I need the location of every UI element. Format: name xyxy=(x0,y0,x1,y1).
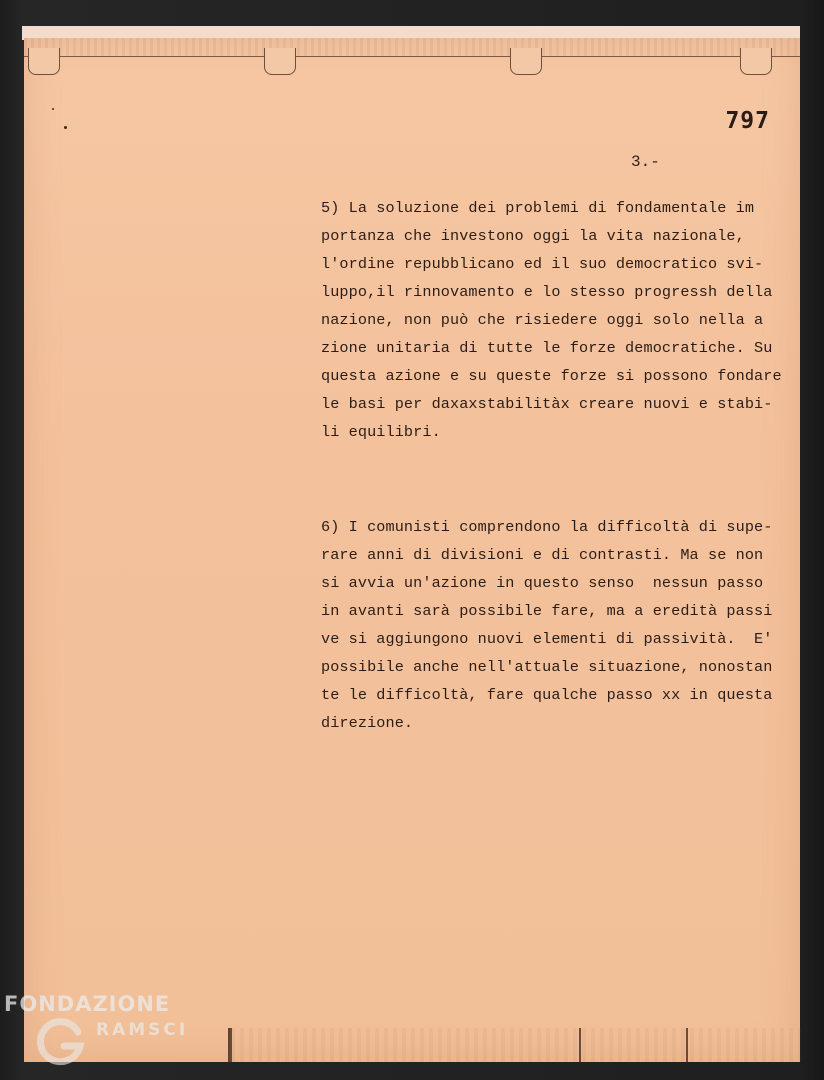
text-line: nazione, non può che risiedere oggi solo nella a xyxy=(321,311,764,329)
paragraph-6 xyxy=(321,513,771,737)
binding-mark xyxy=(686,1028,688,1062)
text-line: zione unitaria di tutte le forze democratiche. Su xyxy=(321,339,773,357)
text-line: portanza che investono oggi la vita nazionale, xyxy=(321,227,745,245)
text-line: direzione. xyxy=(321,714,414,732)
paper-speck xyxy=(64,126,67,129)
typewritten-page xyxy=(24,38,800,1062)
text-line: questa azione e su queste forze si possono fondare xyxy=(321,367,782,385)
gramsci-g-logo-icon xyxy=(34,1016,86,1068)
section-marker: 3.- xyxy=(631,153,660,171)
paragraph-5 xyxy=(321,194,782,446)
binding-mark xyxy=(579,1028,581,1062)
text-line: 5) La soluzione dei problemi di fondamentale im xyxy=(321,199,755,217)
binding-clip xyxy=(28,48,60,75)
fondazione-gramsci-watermark xyxy=(4,990,214,1070)
watermark-line-2: RAMSCI xyxy=(96,1020,189,1040)
bottom-binding-strip xyxy=(228,1028,803,1062)
text-line: possibile anche nell'attuale situazione, nonostan xyxy=(321,658,773,676)
binding-clip xyxy=(264,48,296,75)
text-line: le basi per daxaxstabilitàx creare nuovi e stabi- xyxy=(321,395,773,413)
watermark-line-1: FONDAZIONE xyxy=(4,992,171,1016)
binding-clip xyxy=(510,48,542,75)
text-line: luppo,il rinnovamento e lo stesso progressh della xyxy=(321,283,773,301)
text-line: l'ordine repubblicano ed il suo democratico svi- xyxy=(321,255,764,273)
text-line: si avvia un'azione in questo senso nessun passo xyxy=(321,574,764,592)
text-line: te le difficoltà, fare qualche passo xx in questa xyxy=(321,686,773,704)
binding-mark xyxy=(230,1028,232,1062)
text-line: li equilibri. xyxy=(321,423,441,441)
binding-clip xyxy=(740,48,772,75)
text-line: ve si aggiungono nuovi elementi di passività. E' xyxy=(321,630,773,648)
text-line: rare anni di divisioni e di contrasti. Ma se non xyxy=(321,546,764,564)
page-number: 797 xyxy=(725,108,770,134)
text-line: 6) I comunisti comprendono la difficoltà di supe- xyxy=(321,518,773,536)
binding-strip xyxy=(24,38,800,57)
paper-speck xyxy=(52,108,54,110)
text-line: in avanti sarà possibile fare, ma a eredità passi xyxy=(321,602,773,620)
